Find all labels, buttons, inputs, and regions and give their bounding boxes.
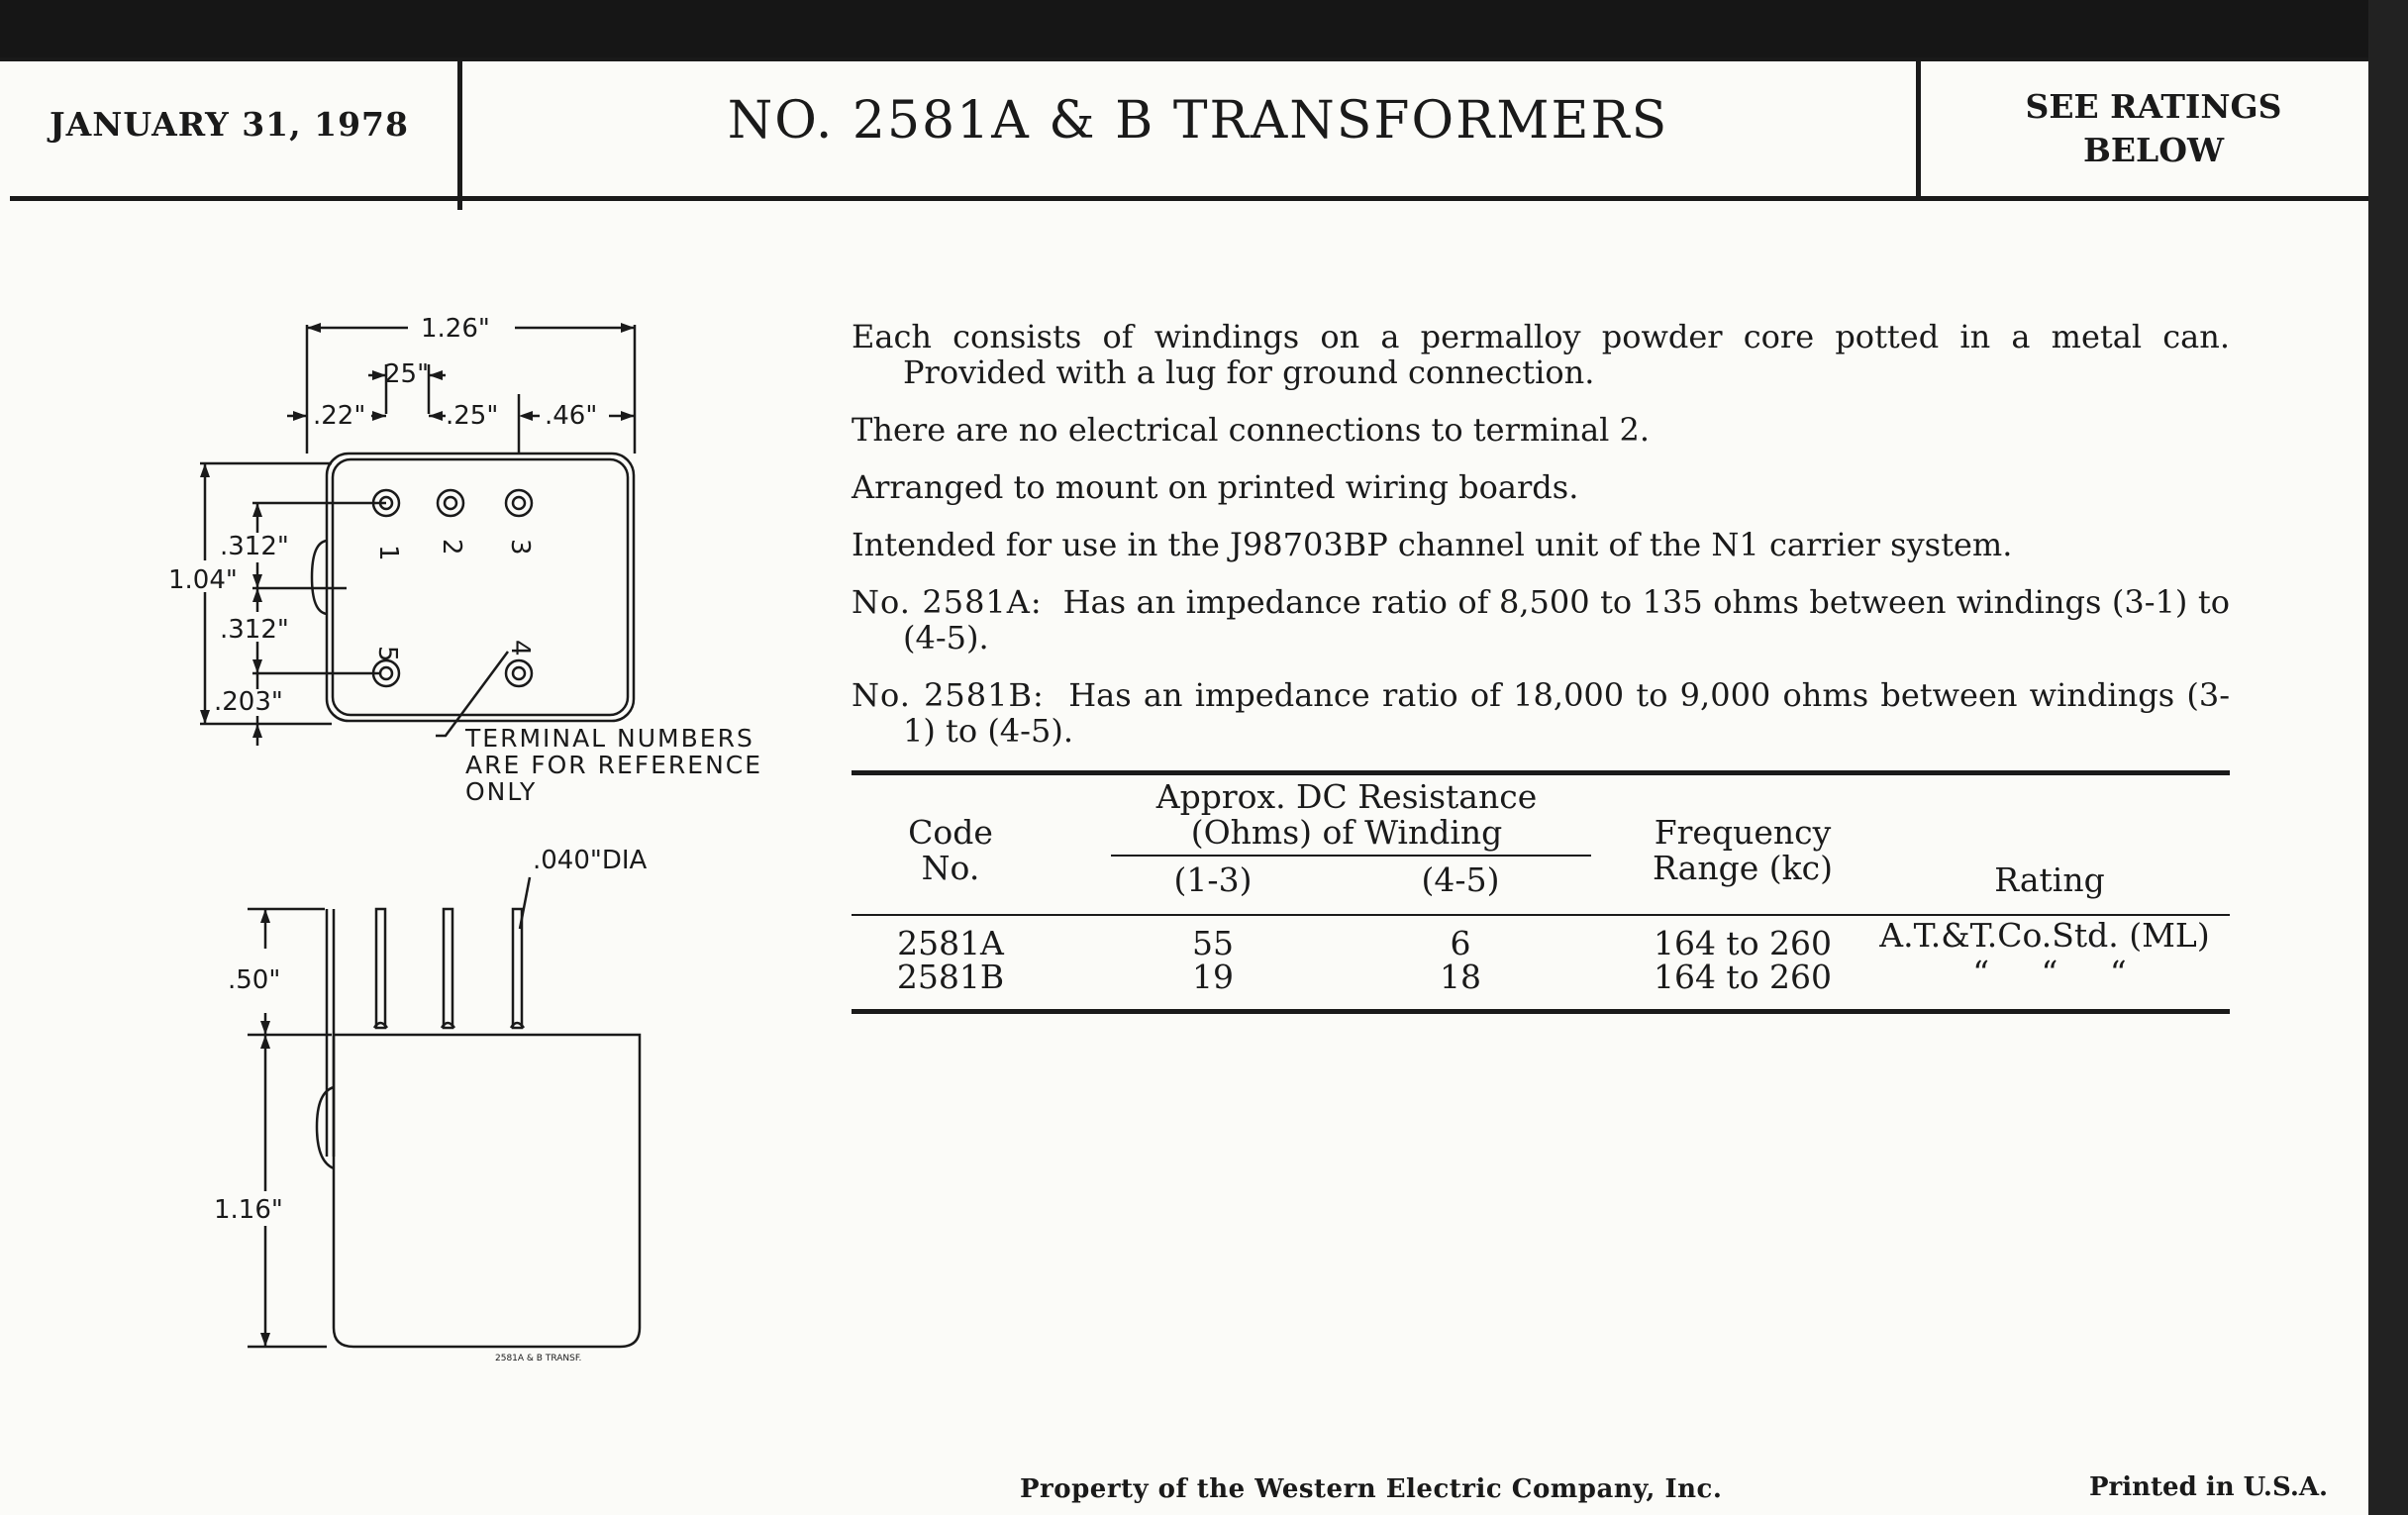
code-2581a: No. 2581A: [852, 583, 1043, 621]
scan-edge [2368, 0, 2408, 1515]
terminal-note-line3: ONLY [465, 777, 538, 806]
impedance-2581a: Has an impedance ratio of 8,500 to 135 ohms between windings (3-1) to (4-5). [903, 583, 2231, 656]
description-terminal-note: There are no electrical connections to terminal 2. [852, 411, 1651, 449]
drawing-id: 2581A & B TRANSF. [495, 1354, 582, 1364]
impedance-2581b: Has an impedance ratio of 18,000 to 9,000 ohms between windings (3-1) to (4-5). [903, 676, 2231, 750]
terminal-label-4: 4 [505, 640, 535, 656]
col-res-4-5: (4-5) [1421, 860, 1500, 899]
issue-date: JANUARY 31, 1978 [50, 105, 409, 144]
col-rating-header: Rating [1994, 860, 2105, 899]
ratings-note-line1: SEE RATINGS [2025, 87, 2282, 126]
terminal-note-line1: TERMINAL NUMBERS [465, 724, 754, 753]
col-frequency-header: Frequency Range (kc) [1653, 813, 1833, 887]
dim-height: 1.04" [168, 565, 238, 595]
terminal-label-5: 5 [372, 646, 402, 662]
transformer-drawing [149, 246, 782, 1384]
page-title: NO. 2581A & B TRANSFORMERS [727, 91, 1669, 151]
terminal-note-line2: ARE FOR REFERENCE [465, 751, 763, 779]
description-2581a [852, 584, 2230, 656]
col-resistance-header: Approx. DC Resistance (Ohms) of Winding [1155, 777, 1538, 852]
col-code-header: Code No. [908, 813, 993, 887]
dim-pin-diameter: .040"DIA [533, 846, 648, 875]
terminal-label-3: 3 [505, 539, 535, 556]
dim-width: 1.26" [421, 314, 490, 344]
ratings-note-line2: BELOW [2082, 131, 2225, 169]
spec-table [852, 770, 2230, 1014]
dim-bottom: .203" [214, 687, 283, 717]
dim-can-height: 1.16" [214, 1195, 283, 1225]
description [852, 319, 2230, 770]
description-usage: Intended for use in the J98703BP channel unit of the N1 carrier system. [852, 526, 2013, 563]
table-bottom-rule [852, 1009, 2230, 1014]
description-mounting: Arranged to mount on printed wiring boards. [852, 468, 1579, 506]
terminal-label-2: 2 [437, 539, 466, 556]
col-res-1-3: (1-3) [1173, 860, 1253, 899]
dim-upper: .312" [220, 532, 289, 561]
footer-printed: Printed in U.S.A. [2089, 1472, 2329, 1502]
terminal-label-1: 1 [373, 545, 403, 561]
dim-left-offset: .22" [313, 401, 366, 431]
ratings-note [1931, 85, 2376, 172]
resistance-header-rule [1111, 855, 1591, 857]
table-body: 2581A 55 6 164 to 260 A.T.&T.Co.Std. (ML) 2581B 19 18 164 to 260 “ “ “ [896, 916, 2210, 996]
header-top-rule [0, 57, 2368, 61]
description-2581b [852, 677, 2230, 749]
header-divider-left [457, 57, 462, 210]
spec-sheet [0, 57, 2368, 1515]
code-2581b: No. 2581B: [852, 676, 1045, 714]
dim-pin-spacing: 25" [384, 359, 430, 389]
dim-right-offset: .46" [545, 401, 598, 431]
dim-pin-length: .50" [228, 965, 281, 995]
dim-lower: .312" [220, 615, 289, 645]
dim-pin-spacing-2: .25" [446, 401, 499, 431]
header-bottom-rule [10, 196, 2368, 201]
description-construction: Each consists of windings on a permalloy powder core potted in a metal can. Provided with a lug for ground connection. [852, 318, 2230, 391]
table-header [852, 775, 2230, 914]
footer-property: Property of the Western Electric Company, Inc. [1020, 1474, 1723, 1504]
